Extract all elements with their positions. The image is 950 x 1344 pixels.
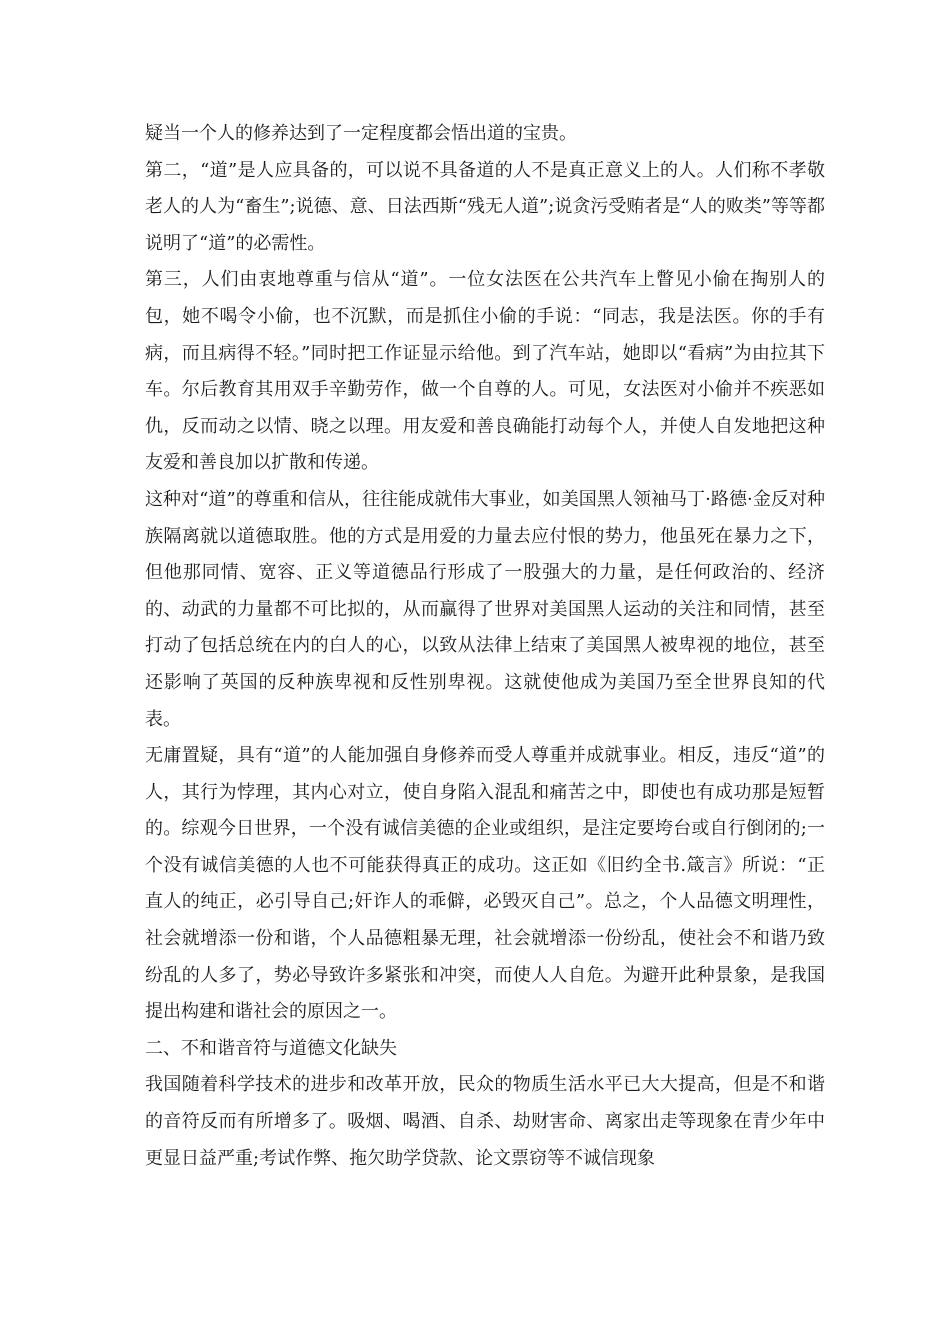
paragraph-third-point: 第三，人们由衷地尊重与信从“道”。一位女法医在公共汽车上瞥见小偷在掏别人的包，她不喝令小偷，也不沉默，而是抓住小偷的手说：“同志，我是法医。你的手有病，而且病得不轻。”同时把工作证显示给他。到了汽车站，她即以“看病”为由拉其下车。尔后教育其用双手辛勤劳作，做一个自尊的人。可见，女法医对小偷并不疾恶如仇，反而动之以情、晓之以理。用友爱和善良确能打动每个人，并使人自发地把这种友爱和善良加以扩散和传递。 — [145, 269, 825, 474]
paragraph-section-intro: 我国随着科学技术的进步和改革开放，民众的物质生活水平已大大提高，但是不和谐的音符反而有所增多了。吸烟、喝酒、自杀、劫财害命、离家出走等现象在青少年中更显日益严重;考试作弊、拖欠助学贷款、论文票窃等不诚信现象 — [145, 1074, 825, 1169]
paragraph-second-point: 第二，“道”是人应具备的，可以说不具备道的人不是真正意义上的人。人们称不孝敬老人的人为“畜生”;说德、意、日法西斯“残无人道”;说贪污受贿者是“人的败类”等等都说明了“道”的必需性。 — [145, 159, 825, 254]
section-heading: 二、不和谐音符与道德文化缺失 — [145, 1037, 397, 1059]
paragraph-continuation: 疑当一个人的修养达到了一定程度都会悟出道的宝贵。 — [145, 123, 577, 144]
paragraph-mlk-example: 这种对“道”的尊重和信从，往往能成就伟大事业，如美国黑人领袖马丁·路德·金反对种族隔离就以道德取胜。他的方式是用爱的力量去应付恨的势力，他虽死在暴力之下，但他那同情、宽容、正义等道德品行形成了一股强大的力量，是任何政治的、经济的、动武的力量都不可比拟的，从而赢得了世界对美国黑人运动的关注和同情，甚至打动了包括总统在内的白人的心，以致从法律上结束了美国黑人被卑视的地位，甚至还影响了英国的反种族卑视和反性别卑视。这就使他成为美国乃至全世界良知的代表。 — [145, 488, 825, 730]
paragraph-conclusion: 无庸置疑，具有“道”的人能加强自身修养而受人尊重并成就事业。相反，违反“道”的人，其行为悖理，其内心对立，使自身陷入混乱和痛苦之中，即使也有成功那是短暂的。综观今日世界，一个没有诚信美德的企业或组织，是注定要垮台或自行倒闭的;一个没有诚信美德的人也不可能获得真正的成功。这正如《旧约全书.箴言》所说：“正直人的纯正，必引导自己;奸诈人的乖僻，必毁灭自己”。总之，个人品德文明理性，社会就增添一份和谐，个人品德粗暴无理，社会就增添一份纷乱，使社会不和谐乃致纷乱的人多了，势必导致许多紧张和冲突，而使人人自危。为避开此种景象，是我国提出构建和谐社会的原因之一。 — [145, 745, 825, 1023]
document-body — [145, 116, 825, 1177]
